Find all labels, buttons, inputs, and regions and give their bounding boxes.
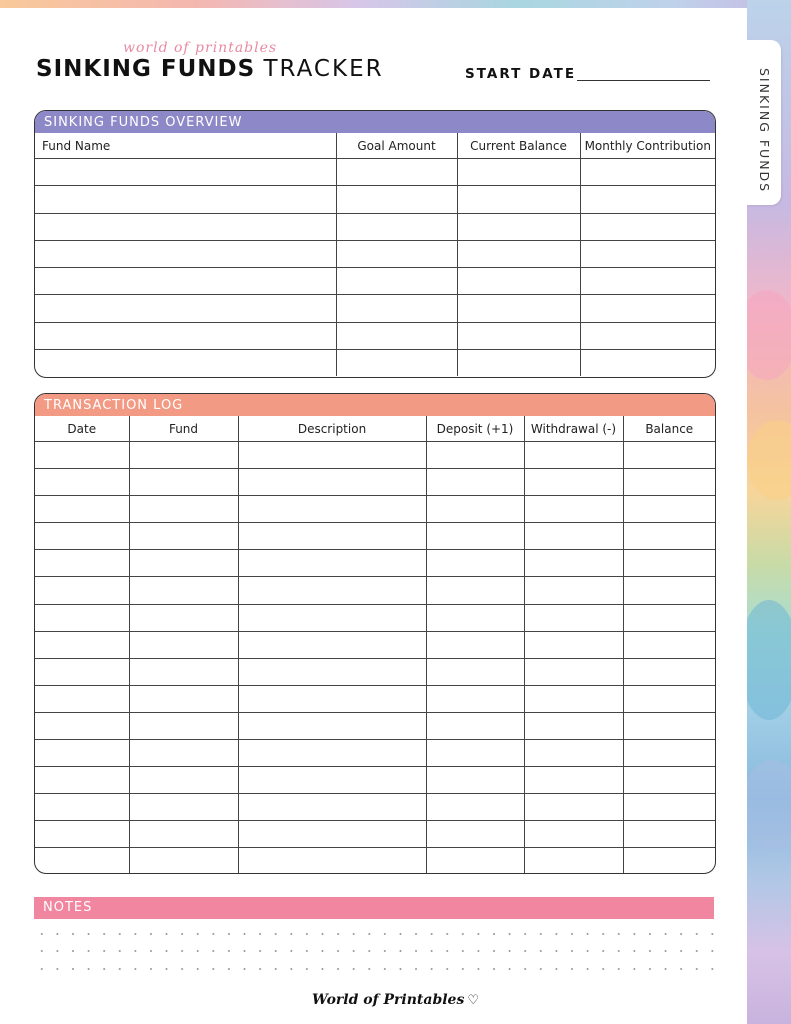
- table-cell[interactable]: [426, 685, 524, 712]
- table-row: [35, 767, 715, 794]
- table-cell[interactable]: [457, 295, 580, 322]
- table-cell[interactable]: [238, 712, 426, 739]
- table-row: [35, 523, 715, 550]
- column-header-withdrawal: Withdrawal (-): [524, 416, 623, 442]
- table-cell[interactable]: [580, 350, 715, 377]
- footer-brand-text: World of Printables: [312, 992, 465, 1008]
- table-cell[interactable]: [129, 821, 238, 848]
- table-cell[interactable]: [129, 848, 238, 874]
- table-cell[interactable]: [35, 821, 129, 848]
- table-row: [35, 848, 715, 874]
- table-cell[interactable]: [623, 577, 715, 604]
- table-cell[interactable]: [623, 794, 715, 821]
- table-cell[interactable]: [35, 604, 129, 631]
- table-cell[interactable]: [426, 767, 524, 794]
- table-cell[interactable]: [129, 577, 238, 604]
- table-cell[interactable]: [623, 469, 715, 496]
- table-cell[interactable]: [524, 685, 623, 712]
- table-cell[interactable]: [35, 159, 336, 186]
- table-cell[interactable]: [524, 604, 623, 631]
- overview-heading: SINKING FUNDS OVERVIEW: [35, 111, 715, 133]
- table-cell[interactable]: [238, 821, 426, 848]
- table-row: [35, 740, 715, 767]
- overview-section: [34, 110, 716, 378]
- table-cell[interactable]: [35, 469, 129, 496]
- table-cell[interactable]: [457, 240, 580, 267]
- table-row: [35, 604, 715, 631]
- table-cell[interactable]: [524, 496, 623, 523]
- table-cell[interactable]: [623, 767, 715, 794]
- footer-brand: [312, 992, 479, 1008]
- table-cell[interactable]: [336, 268, 457, 295]
- table-cell[interactable]: [238, 577, 426, 604]
- table-cell[interactable]: [426, 631, 524, 658]
- table-cell[interactable]: [580, 295, 715, 322]
- table-cell[interactable]: [129, 442, 238, 469]
- notes-dot-line[interactable]: [34, 968, 714, 970]
- table-cell[interactable]: [457, 268, 580, 295]
- table-row: [35, 186, 715, 213]
- column-header-fund: Fund: [129, 416, 238, 442]
- table-cell[interactable]: [457, 322, 580, 349]
- overview-rows: [35, 159, 715, 377]
- table-cell[interactable]: [336, 240, 457, 267]
- table-cell[interactable]: [238, 658, 426, 685]
- table-cell[interactable]: [623, 740, 715, 767]
- page-title: [36, 56, 384, 82]
- table-cell[interactable]: [524, 523, 623, 550]
- table-cell[interactable]: [426, 848, 524, 874]
- table-cell[interactable]: [426, 658, 524, 685]
- table-row: [35, 295, 715, 322]
- table-cell[interactable]: [238, 523, 426, 550]
- table-cell[interactable]: [336, 350, 457, 377]
- notes-dot-line[interactable]: [34, 950, 714, 952]
- notes-dot-line[interactable]: [34, 933, 714, 935]
- table-cell[interactable]: [580, 268, 715, 295]
- table-cell[interactable]: [580, 186, 715, 213]
- column-header-fund-name: Fund Name: [35, 133, 336, 159]
- table-cell[interactable]: [238, 442, 426, 469]
- table-row: [35, 496, 715, 523]
- notes-heading: NOTES: [34, 897, 714, 919]
- table-cell[interactable]: [524, 658, 623, 685]
- table-row: [35, 821, 715, 848]
- table-cell[interactable]: [336, 213, 457, 240]
- table-row: [35, 631, 715, 658]
- table-cell[interactable]: [426, 794, 524, 821]
- table-cell[interactable]: [524, 550, 623, 577]
- table-cell[interactable]: [238, 740, 426, 767]
- table-cell[interactable]: [426, 523, 524, 550]
- transaction-log-rows: [35, 442, 715, 875]
- title-light: TRACKER: [263, 56, 384, 82]
- table-cell[interactable]: [238, 848, 426, 874]
- table-cell[interactable]: [129, 740, 238, 767]
- table-cell[interactable]: [457, 350, 580, 377]
- table-row: [35, 712, 715, 739]
- table-cell[interactable]: [580, 322, 715, 349]
- table-cell[interactable]: [623, 631, 715, 658]
- column-header-deposit: Deposit (+1): [426, 416, 524, 442]
- table-cell[interactable]: [129, 658, 238, 685]
- table-cell[interactable]: [35, 186, 336, 213]
- table-cell[interactable]: [426, 469, 524, 496]
- title-bold: SINKING FUNDS: [36, 56, 256, 82]
- table-row: [35, 240, 715, 267]
- table-cell[interactable]: [524, 848, 623, 874]
- table-cell[interactable]: [129, 767, 238, 794]
- table-cell[interactable]: [426, 740, 524, 767]
- table-row: [35, 213, 715, 240]
- column-header-monthly-contribution: Monthly Contribution: [580, 133, 715, 159]
- table-cell[interactable]: [623, 658, 715, 685]
- brand-script: world of printables: [123, 40, 278, 56]
- table-cell[interactable]: [129, 496, 238, 523]
- table-cell[interactable]: [129, 469, 238, 496]
- table-row: [35, 469, 715, 496]
- table-cell[interactable]: [524, 469, 623, 496]
- heart-icon: ♡: [467, 993, 480, 1008]
- table-cell[interactable]: [580, 213, 715, 240]
- table-cell[interactable]: [524, 577, 623, 604]
- column-header-balance: Balance: [623, 416, 715, 442]
- table-cell[interactable]: [35, 740, 129, 767]
- table-cell[interactable]: [524, 442, 623, 469]
- table-cell[interactable]: [35, 295, 336, 322]
- table-cell[interactable]: [580, 159, 715, 186]
- transaction-log-heading: TRANSACTION LOG: [35, 394, 715, 416]
- table-cell[interactable]: [35, 322, 336, 349]
- side-tab-label: SINKING FUNDS: [757, 68, 772, 194]
- table-cell[interactable]: [238, 550, 426, 577]
- table-cell[interactable]: [524, 712, 623, 739]
- table-row: [35, 794, 715, 821]
- table-cell[interactable]: [336, 186, 457, 213]
- table-cell[interactable]: [35, 631, 129, 658]
- column-header-description: Description: [238, 416, 426, 442]
- table-cell[interactable]: [623, 523, 715, 550]
- table-row: [35, 322, 715, 349]
- table-cell[interactable]: [35, 794, 129, 821]
- transaction-log-table: [35, 416, 715, 874]
- table-row: [35, 350, 715, 377]
- table-cell[interactable]: [129, 604, 238, 631]
- table-cell[interactable]: [35, 712, 129, 739]
- table-cell[interactable]: [336, 159, 457, 186]
- table-cell[interactable]: [238, 685, 426, 712]
- table-cell[interactable]: [35, 767, 129, 794]
- table-cell[interactable]: [35, 496, 129, 523]
- table-cell[interactable]: [457, 186, 580, 213]
- table-row: [35, 577, 715, 604]
- table-cell[interactable]: [35, 550, 129, 577]
- table-cell[interactable]: [623, 604, 715, 631]
- table-cell[interactable]: [35, 268, 336, 295]
- column-header-date: Date: [35, 416, 129, 442]
- table-row: [35, 685, 715, 712]
- table-cell[interactable]: [426, 712, 524, 739]
- table-cell[interactable]: [129, 685, 238, 712]
- table-cell[interactable]: [129, 712, 238, 739]
- table-cell[interactable]: [524, 821, 623, 848]
- table-cell[interactable]: [336, 322, 457, 349]
- table-cell[interactable]: [623, 496, 715, 523]
- table-cell[interactable]: [524, 740, 623, 767]
- table-cell[interactable]: [35, 350, 336, 377]
- table-cell[interactable]: [129, 523, 238, 550]
- table-cell[interactable]: [623, 550, 715, 577]
- table-cell[interactable]: [35, 240, 336, 267]
- start-date-field[interactable]: [577, 80, 710, 81]
- table-cell[interactable]: [35, 848, 129, 874]
- table-cell[interactable]: [426, 577, 524, 604]
- table-cell[interactable]: [623, 821, 715, 848]
- table-cell[interactable]: [426, 550, 524, 577]
- table-cell[interactable]: [35, 577, 129, 604]
- table-cell[interactable]: [457, 159, 580, 186]
- table-cell[interactable]: [524, 794, 623, 821]
- table-row: [35, 442, 715, 469]
- table-cell[interactable]: [580, 240, 715, 267]
- table-cell[interactable]: [336, 295, 457, 322]
- table-row: [35, 658, 715, 685]
- table-cell[interactable]: [623, 685, 715, 712]
- table-cell[interactable]: [426, 604, 524, 631]
- table-cell[interactable]: [457, 213, 580, 240]
- table-row: [35, 550, 715, 577]
- side-tab-sinking-funds[interactable]: [747, 40, 781, 205]
- table-cell[interactable]: [238, 604, 426, 631]
- table-cell[interactable]: [426, 821, 524, 848]
- table-cell[interactable]: [35, 685, 129, 712]
- table-row: [35, 268, 715, 295]
- start-date-label: START DATE: [465, 66, 577, 82]
- column-header-current-balance: Current Balance: [457, 133, 580, 159]
- table-cell[interactable]: [238, 469, 426, 496]
- table-cell[interactable]: [129, 631, 238, 658]
- column-header-goal-amount: Goal Amount: [336, 133, 457, 159]
- table-cell[interactable]: [524, 631, 623, 658]
- table-cell[interactable]: [426, 496, 524, 523]
- table-cell[interactable]: [623, 442, 715, 469]
- table-cell[interactable]: [238, 496, 426, 523]
- table-cell[interactable]: [623, 712, 715, 739]
- top-watercolor-strip: [0, 0, 791, 8]
- transaction-log-section: [34, 393, 716, 874]
- table-cell[interactable]: [129, 794, 238, 821]
- table-cell[interactable]: [238, 631, 426, 658]
- table-cell[interactable]: [426, 442, 524, 469]
- table-cell[interactable]: [35, 213, 336, 240]
- table-row: [35, 159, 715, 186]
- table-cell[interactable]: [524, 767, 623, 794]
- table-cell[interactable]: [238, 767, 426, 794]
- table-cell[interactable]: [238, 794, 426, 821]
- overview-table: [35, 133, 715, 376]
- table-cell[interactable]: [129, 550, 238, 577]
- table-cell[interactable]: [35, 658, 129, 685]
- table-cell[interactable]: [35, 442, 129, 469]
- table-cell[interactable]: [35, 523, 129, 550]
- table-cell[interactable]: [623, 848, 715, 874]
